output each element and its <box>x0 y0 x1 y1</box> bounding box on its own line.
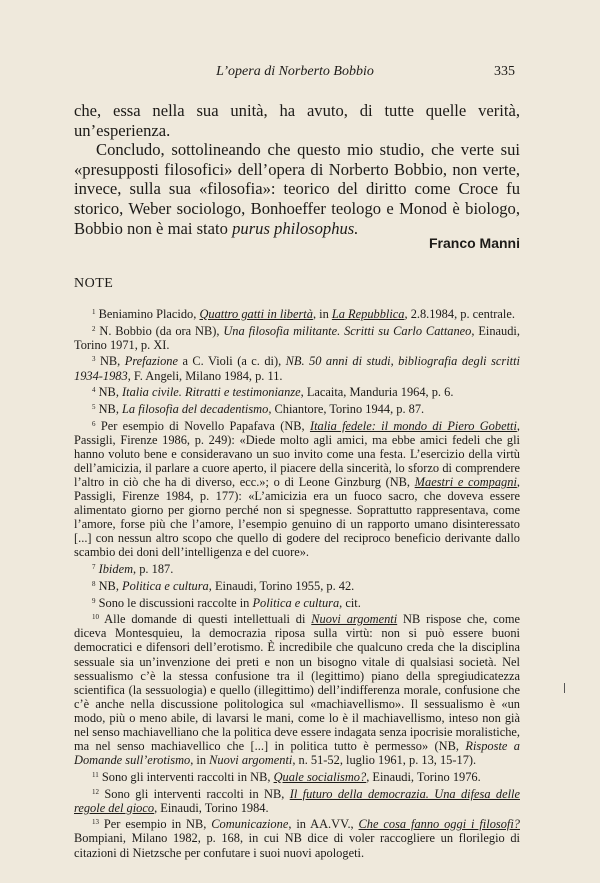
footnote-13: $^{13}$ Per esempio in NB, Comunicazione, in AA.VV., Che cosa fanno oggi i filosofi? Bompiani, Milano 1982, p. 168, in cui NB dice di voler raccogliere un florilegio di citazioni di Nietzsche per confutare i suoi nuovi apologeti. <box>74 817 520 860</box>
footnote-8: $^8$ NB, Politica e cultura, Einaudi, Torino 1955, p. 42. <box>92 578 355 593</box>
footnotes <box>74 305 520 860</box>
footnote-7: $^7$ Ibidem, p. 187. <box>92 562 174 577</box>
footnote-4: $^4$ NB, Italia civile. Ritratti e testimonianze, Lacaita, Manduria 1964, p. 6. <box>92 385 454 400</box>
running-title: L’opera di Norberto Bobbio <box>216 64 374 79</box>
footnote-9: $^9$ Sono le discussioni raccolte in Politica e cultura, cit. <box>92 595 361 610</box>
paragraph-1: che, essa nella sua unità, ha avuto, di tutte quelle verità, un’esperienza. <box>74 101 520 140</box>
body-text <box>74 101 520 238</box>
footnote-5: $^5$ NB, La filosofia del decadentismo, Chiantore, Torino 1944, p. 87. <box>92 401 425 416</box>
notes-heading: NOTE <box>74 276 114 291</box>
footnote-12: $^{12}$ Sono gli interventi raccolti in NB, Il futuro della democrazia. Una difesa delle regole del gioco, Einaudi, Torino 1984. <box>74 786 520 815</box>
page-number: 335 <box>494 64 515 79</box>
footnote-10: $^{10}$ Alle domande di questi intellettuali di Nuovi argomenti NB rispose che, come diceva Montesquieu, la democrazia riposa sulla virtù: non si può essere buoni democratici e difensori dell’erotismo. È incredibile che qualcuno creda che la disciplina sessuale sia un’invenzione dei preti e non un bisogno vitale di qualsiasi società. Nel sessualismo c’è la stessa confusione tra il (legittimo) piano della spregiudicatezza scientifica (la sessuologia) e quello (illegittimo) dell’indifferenza morale, confusione che c’è anche nella discussione politologica sul «machiavellismo». Il sessualismo è «un modo, più o meno abile, di lavarsi le mani, come lo è il machiavellismo, inteso non già nel senso machiavelliano che la politica deve essere indagata senza ipocrisie moralistiche, ma nel senso machiavellico che [...] in politica tutto è permesso» (NB, Risposte a Domande sull’erotismo, in Nuovi argomenti, n. 51-52, luglio 1961, p. 13, 15-17). <box>74 612 521 768</box>
footnote-3: $^3$ NB, Prefazione a C. Violi (a c. di), NB. 50 anni di studi, bibliografia degli scritti 1934-1983, F. Angeli, Milano 1984, p. 11. <box>74 354 520 383</box>
running-head <box>74 64 516 80</box>
margin-pencil-mark <box>564 683 565 693</box>
footnote-1: $^1$ Beniamino Placido, Quattro gatti in libertà, in La Repubblica, 2.8.1984, p. centrale. <box>92 307 515 321</box>
author-signature: Franco Manni <box>428 235 520 251</box>
footnote-11: $^{11}$ Sono gli interventi raccolti in NB, Quale socialismo?, Einaudi, Torino 1976. <box>92 769 481 784</box>
paragraph-2: Concludo, sottolineando che questo mio studio, che verte sui «presupposti filosofici» dell’opera di Norberto Bobbio, non verte, invece, sulla sua «filosofia»: teorico del diritto come Croce fu storico, Weber sociologo, Bonhoeffer teologo e Monod è biologo, Bobbio non è mai stato purus philosophus. <box>74 140 520 238</box>
footnote-6: $^6$ Per esempio di Novello Papafava (NB, Italia fedele: il mondo di Piero Gobetti, Passigli, Firenze 1986, p. 249): «Diede molto agli amici, ma ebbe amici fedeli che gli hanno voluto bene e consideravano un suo invito come una festa. L’esercizio della virtù dell’amicizia, il parlare a cuore aperto, il piacere della sincerità, lo sforzo di comprendere l’altro in ciò che ha di diverso, ecc.»; o di Leone Ginzburg (NB, Maestri e compagni, Passigli, Firenze 1984, p. 177): «L’amicizia era un fuoco sacro, che doveva essere alimentato giorno per giorno perché non si spegnesse. Soprattutto rappresentava, come l’amore, forse più che l’amore, l’esempio genuino di un rapporto umano disinteressato [...] con nessun altro scopo che quello di godere del reciproco beneficio derivante dallo scambio dei doni dell’intelligenza e del cuore». <box>74 418 521 560</box>
footnote-2: $^2$ N. Bobbio (da ora NB), Una filosofia militante. Scritti su Carlo Cattaneo, Einaudi, Torino 1971, p. XI. <box>74 323 520 352</box>
